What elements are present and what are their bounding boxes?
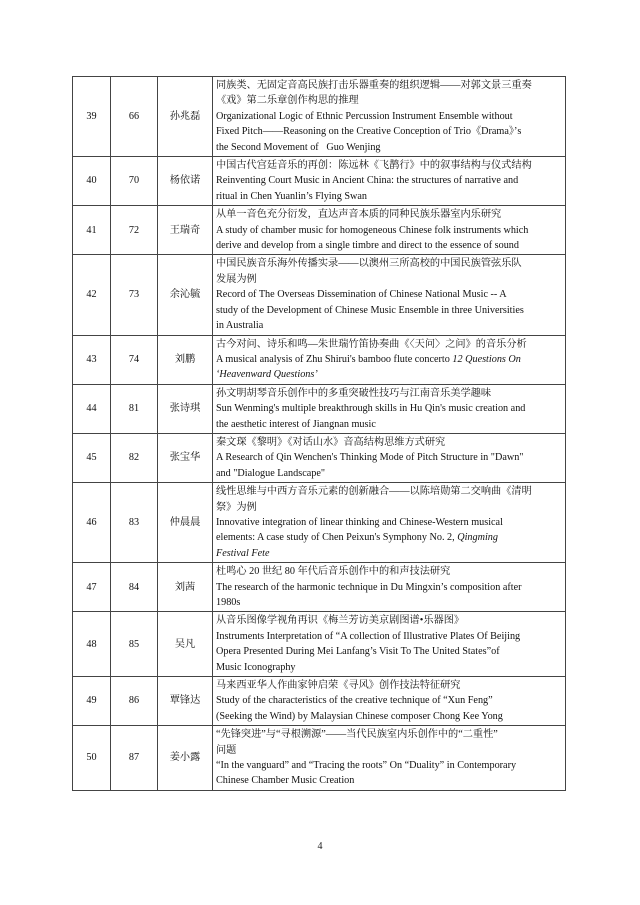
row-number: 44 [73, 384, 111, 433]
submission-id: 86 [111, 677, 158, 726]
submission-id: 84 [111, 563, 158, 612]
title-english-text: Fixed Pitch——Reasoning on the Creative Conception of Trio《Drama》’s [216, 126, 522, 138]
title-chinese-line: 中国古代宫廷音乐的再创：陈远林《飞鹊行》中的叙事结构与仪式结构 [216, 160, 532, 172]
paper-title [213, 157, 566, 206]
paper-title [213, 563, 566, 612]
title-english-text: derive and develop from a single timbre and direct to the essence of sound [216, 240, 519, 252]
row-number: 49 [73, 677, 111, 726]
author-name: 姜小露 [158, 726, 213, 791]
author-name: 余沁毓 [158, 255, 213, 335]
row-number: 40 [73, 157, 111, 206]
title-english-line [216, 580, 563, 595]
author-name: 仲晨晨 [158, 483, 213, 563]
title-english-line [216, 546, 563, 561]
submission-id: 85 [111, 612, 158, 677]
row-number: 41 [73, 206, 111, 255]
author-name: 孙兆磊 [158, 77, 213, 157]
title-english-text: the Second Movement of Guo Wenjing [216, 141, 381, 153]
table-row [73, 433, 566, 482]
title-english-line [216, 124, 563, 139]
row-number: 42 [73, 255, 111, 335]
title-english-line [216, 417, 563, 432]
title-english-line [216, 709, 563, 724]
title-english-text: Music Iconography [216, 661, 296, 673]
row-number: 47 [73, 563, 111, 612]
author-name: 张宝华 [158, 433, 213, 482]
title-chinese-line: 孙文明胡琴音乐创作中的多重突破性技巧与江南音乐美学趣味 [216, 387, 492, 399]
submission-id: 82 [111, 433, 158, 482]
author-name: 覃锋达 [158, 677, 213, 726]
row-number: 39 [73, 77, 111, 157]
table-row [73, 384, 566, 433]
paper-title [213, 612, 566, 677]
title-chinese-line: 同族类、无固定音高民族打击乐器重奏的组织逻辑——对郭文景三重奏 [216, 80, 532, 91]
thesis-table-body [73, 77, 566, 791]
title-chinese-line: 马来西亚华人作曲家钟启荣《寻风》创作技法特征研究 [216, 680, 461, 692]
paper-title [213, 677, 566, 726]
paper-title [213, 206, 566, 255]
submission-id: 70 [111, 157, 158, 206]
title-english-text: and "Dialogue Landscape" [216, 467, 326, 479]
title-chinese-line: 祭》为例 [216, 501, 257, 513]
title-english-text: A study of chamber music for homogeneous Chinese folk instruments which [216, 224, 529, 236]
title-english-text: Organizational Logic of Ethnic Percussion Instrument Ensemble without [216, 110, 513, 122]
title-english-text: ritual in Chen Yuanlin’s Flying Swan [216, 190, 368, 202]
author-name: 吴凡 [158, 612, 213, 677]
submission-id: 81 [111, 384, 158, 433]
title-english-line [216, 629, 563, 644]
title-english-line [216, 773, 563, 788]
title-chinese-line: 杜鸣心 20 世纪 80 年代后音乐创作中的和声技法研究 [216, 566, 451, 578]
title-english-text: Opera Presented During Mei Lanfang’s Visit To The United States”of [216, 646, 500, 658]
author-name: 王瑞奇 [158, 206, 213, 255]
title-english-line [216, 693, 563, 708]
title-english-line [216, 318, 563, 333]
table-row [73, 563, 566, 612]
title-english-line [216, 450, 563, 465]
author-name: 刘鹏 [158, 335, 213, 384]
table-row [73, 612, 566, 677]
title-english-line [216, 515, 563, 530]
row-number: 48 [73, 612, 111, 677]
title-english-line [216, 367, 563, 382]
table-row [73, 677, 566, 726]
title-chinese-line: 从音乐图像学视角再识《梅兰芳访美京剧图谱•乐器图》 [216, 615, 465, 627]
title-english-line [216, 109, 563, 124]
title-chinese-line: 发展为例 [216, 273, 257, 285]
submission-id: 83 [111, 483, 158, 563]
title-english-text: Record of The Overseas Dissemination of Chinese National Music -- A [216, 289, 507, 301]
title-english-line [216, 287, 563, 302]
submission-id: 74 [111, 335, 158, 384]
title-english-text: study of the Development of Chinese Music Ensemble in three Universities [216, 304, 524, 316]
title-english-line [216, 140, 563, 155]
table-row [73, 726, 566, 791]
title-english-line [216, 352, 563, 367]
title-english-line [216, 223, 563, 238]
submission-id: 87 [111, 726, 158, 791]
submission-id: 73 [111, 255, 158, 335]
title-english-text: Chinese Chamber Music Creation [216, 775, 355, 787]
paper-title [213, 433, 566, 482]
table-row [73, 77, 566, 157]
table-row [73, 483, 566, 563]
title-english-text: Instruments Interpretation of “A collection of Illustrative Plates Of Beijing [216, 630, 521, 642]
row-number: 43 [73, 335, 111, 384]
title-english-line [216, 758, 563, 773]
title-english-line [216, 238, 563, 253]
title-english-text: “In the vanguard” and “Tracing the roots” On “Duality” in Contemporary [216, 760, 517, 772]
title-english-line [216, 303, 563, 318]
page-number: 4 [317, 841, 323, 852]
paper-title [213, 483, 566, 563]
submission-id: 66 [111, 77, 158, 157]
title-english-text: A Research of Qin Wenchen's Thinking Mode of Pitch Structure in "Dawn" [216, 452, 524, 464]
title-english-line [216, 401, 563, 416]
row-number: 50 [73, 726, 111, 791]
title-english-line [216, 644, 563, 659]
table-row [73, 335, 566, 384]
title-english-line [216, 530, 563, 545]
title-chinese-line: “先锋突进”与“寻根溯源”——当代民族室内乐创作中的“二重性” [216, 729, 498, 741]
title-english-text: in Australia [216, 320, 264, 332]
paper-title [213, 384, 566, 433]
title-english-text: Innovative integration of linear thinking and Chinese-Western musical [216, 516, 503, 528]
author-name: 张诗琪 [158, 384, 213, 433]
title-english-text: A musical analysis of Zhu Shirui's bamboo flute concerto [216, 353, 453, 365]
title-chinese-line: 从单一音色充分衍发，直达声音本质的同种民族乐器室内乐研究 [216, 209, 502, 221]
row-number: 46 [73, 483, 111, 563]
table-row [73, 206, 566, 255]
title-english-line [216, 189, 563, 204]
submission-id: 72 [111, 206, 158, 255]
title-english-line [216, 173, 563, 188]
paper-title [213, 255, 566, 335]
title-english-text: (Seeking the Wind) by Malaysian Chinese composer Chong Kee Yong [216, 710, 503, 722]
title-italic-work: 12 Questions On [452, 353, 521, 365]
paper-title [213, 77, 566, 157]
thesis-table [72, 76, 566, 791]
table-row [73, 157, 566, 206]
title-english-text: elements: A case study of Chen Peixun's Symphony No. 2, [216, 532, 458, 544]
author-name: 杨依诺 [158, 157, 213, 206]
row-number: 45 [73, 433, 111, 482]
title-italic-work: Festival Fete [216, 547, 270, 559]
title-chinese-line: 问题 [216, 744, 237, 756]
paper-title [213, 726, 566, 791]
paper-title [213, 335, 566, 384]
title-english-text: The research of the harmonic technique in Du Mingxin’s composition after [216, 581, 522, 593]
title-chinese-line: 古今对问、诗乐和鸣—朱世瑞竹笛协奏曲《〈天问〉之问》的音乐分析 [216, 338, 527, 350]
title-italic-work: Qingming [457, 532, 498, 544]
title-english-text: the aesthetic interest of Jiangnan music [216, 418, 376, 430]
title-english-text: Study of the characteristics of the creative technique of “Xun Feng” [216, 695, 493, 707]
title-chinese-line: 线性思维与中西方音乐元素的创新融合——以陈培勋第二交响曲《清明 [216, 486, 532, 498]
title-english-line [216, 466, 563, 481]
title-chinese-line: 《戏》第二乐章创作构思的推理 [216, 95, 359, 107]
title-english-text: Sun Wenming's multiple breakthrough skills in Hu Qin's music creation and [216, 403, 526, 415]
table-row [73, 255, 566, 335]
title-italic-work: ‘Heavenward Questions’ [216, 369, 318, 381]
title-chinese-line: 秦文琛《黎明》《对话山水》音高结构思维方式研究 [216, 436, 446, 448]
title-chinese-line: 中国民族音乐海外传播实录——以澳州三所高校的中国民族管弦乐队 [216, 258, 522, 270]
title-english-line [216, 595, 563, 610]
title-english-text: 1980s [216, 597, 241, 608]
author-name: 刘茜 [158, 563, 213, 612]
title-english-text: Reinventing Court Music in Ancient China: the structures of narrative and [216, 175, 519, 187]
title-english-line [216, 660, 563, 675]
